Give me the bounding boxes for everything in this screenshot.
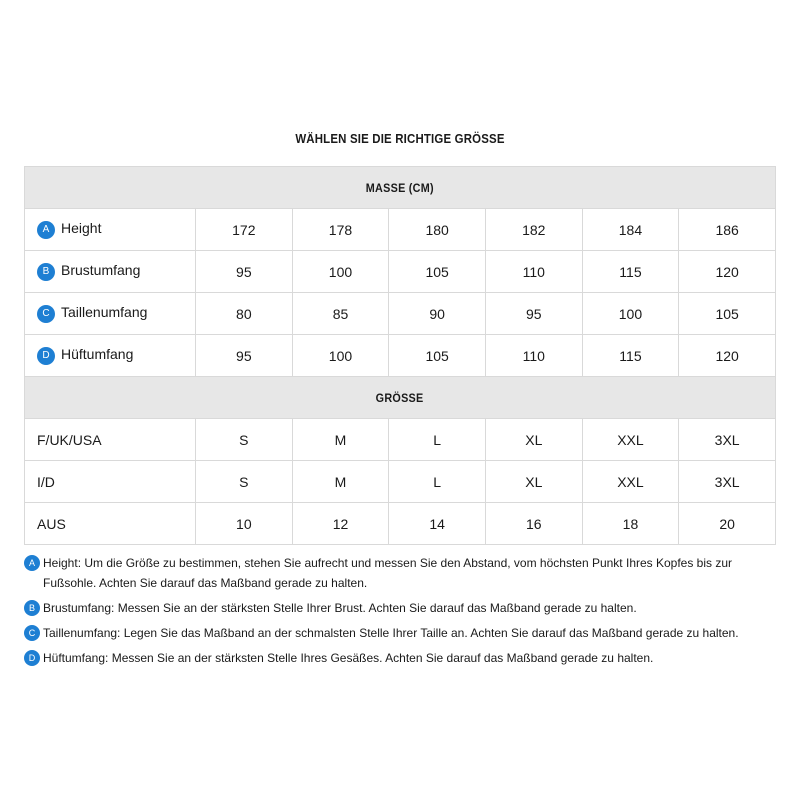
row-label-cell [25,461,196,503]
table-cell: 18 [582,503,679,545]
table-cell: XL [485,419,582,461]
table-cell: 120 [679,251,776,293]
table-cell: 178 [292,209,389,251]
page-title: WÄHLEN SIE DIE RICHTIGE GRÖSSE [295,131,505,146]
table-cell: 180 [389,209,486,251]
note-text: Brustumfang: Messen Sie an der stärksten Stelle Ihrer Brust. Achten Sie darauf das Maßband gerade zu halten. [43,601,637,615]
note-text: Height: Um die Größe zu bestimmen, stehen Sie aufrecht und messen Sie den Abstand, vom höchsten Punkt Ihres Kopfes bis zur Fußsohle. Achten Sie darauf das Maßband gerade zu halten. [43,556,733,590]
measurement-notes [24,553,784,673]
table-cell: 105 [679,293,776,335]
table-cell: S [196,419,293,461]
table-row [25,419,776,461]
table-cell: 120 [679,335,776,377]
table-cell: 14 [389,503,486,545]
table-row [25,335,776,377]
table-cell: M [292,419,389,461]
table-cell: 12 [292,503,389,545]
letter-badge-icon: B [37,263,55,281]
table-cell: 95 [485,293,582,335]
row-label: Brustumfang [61,262,141,279]
section-header-label: MASSE (CM) [365,180,435,195]
table-cell: 90 [389,293,486,335]
note-text: Taillenumfang: Legen Sie das Maßband an der schmalsten Stelle Ihrer Taille an. Achten Sie darauf das Maßband gerade zu halten. [43,626,739,640]
section-header-label: GRÖSSE [376,390,424,405]
note-item [24,623,784,643]
table-cell: 100 [582,293,679,335]
section-header-measures [25,167,776,209]
table-cell: 95 [196,251,293,293]
row-label: I/D [37,473,55,490]
table-cell: 10 [196,503,293,545]
note-text: Hüftumfang: Messen Sie an der stärksten Stelle Ihres Gesäßes. Achten Sie darauf das Maßband gerade zu halten. [43,651,654,665]
table-cell: XXL [582,461,679,503]
table-row [25,209,776,251]
table-cell: 16 [485,503,582,545]
row-label-cell [25,209,196,251]
table-cell: 3XL [679,461,776,503]
row-label-cell [25,251,196,293]
table-cell: L [389,419,486,461]
table-row [25,461,776,503]
table-cell: 3XL [679,419,776,461]
table-row [25,503,776,545]
letter-badge-icon: C [37,305,55,323]
row-label: Height [61,220,102,237]
table-row [25,251,776,293]
table-cell: M [292,461,389,503]
table-cell: 80 [196,293,293,335]
table-cell: 115 [582,335,679,377]
letter-badge-icon: D [37,347,55,365]
table-cell: 20 [679,503,776,545]
table-cell: XL [485,461,582,503]
table-cell: 110 [485,335,582,377]
row-label-cell [25,419,196,461]
row-label: Hüftumfang [61,346,134,363]
table-cell: 184 [582,209,679,251]
row-label-cell [25,503,196,545]
row-label: Taillenumfang [61,304,148,321]
size-table [24,166,776,545]
table-cell: 105 [389,251,486,293]
table-row [25,293,776,335]
table-cell: 172 [196,209,293,251]
table-cell: S [196,461,293,503]
table-cell: L [389,461,486,503]
table-cell: XXL [582,419,679,461]
note-item [24,553,784,593]
section-header-sizes [25,377,776,419]
table-cell: 100 [292,335,389,377]
row-label: F/UK/USA [37,431,102,448]
row-label-cell [25,293,196,335]
table-cell: 85 [292,293,389,335]
note-item [24,648,784,668]
table-cell: 110 [485,251,582,293]
letter-badge-icon: A [37,221,55,239]
table-cell: 186 [679,209,776,251]
letter-badge-icon: D [24,650,40,666]
table-cell: 95 [196,335,293,377]
table-cell: 105 [389,335,486,377]
row-label-cell [25,335,196,377]
table-cell: 115 [582,251,679,293]
row-label: AUS [37,515,66,532]
letter-badge-icon: C [24,625,40,641]
letter-badge-icon: A [24,555,40,571]
letter-badge-icon: B [24,600,40,616]
table-cell: 182 [485,209,582,251]
table-cell: 100 [292,251,389,293]
note-item [24,598,784,618]
